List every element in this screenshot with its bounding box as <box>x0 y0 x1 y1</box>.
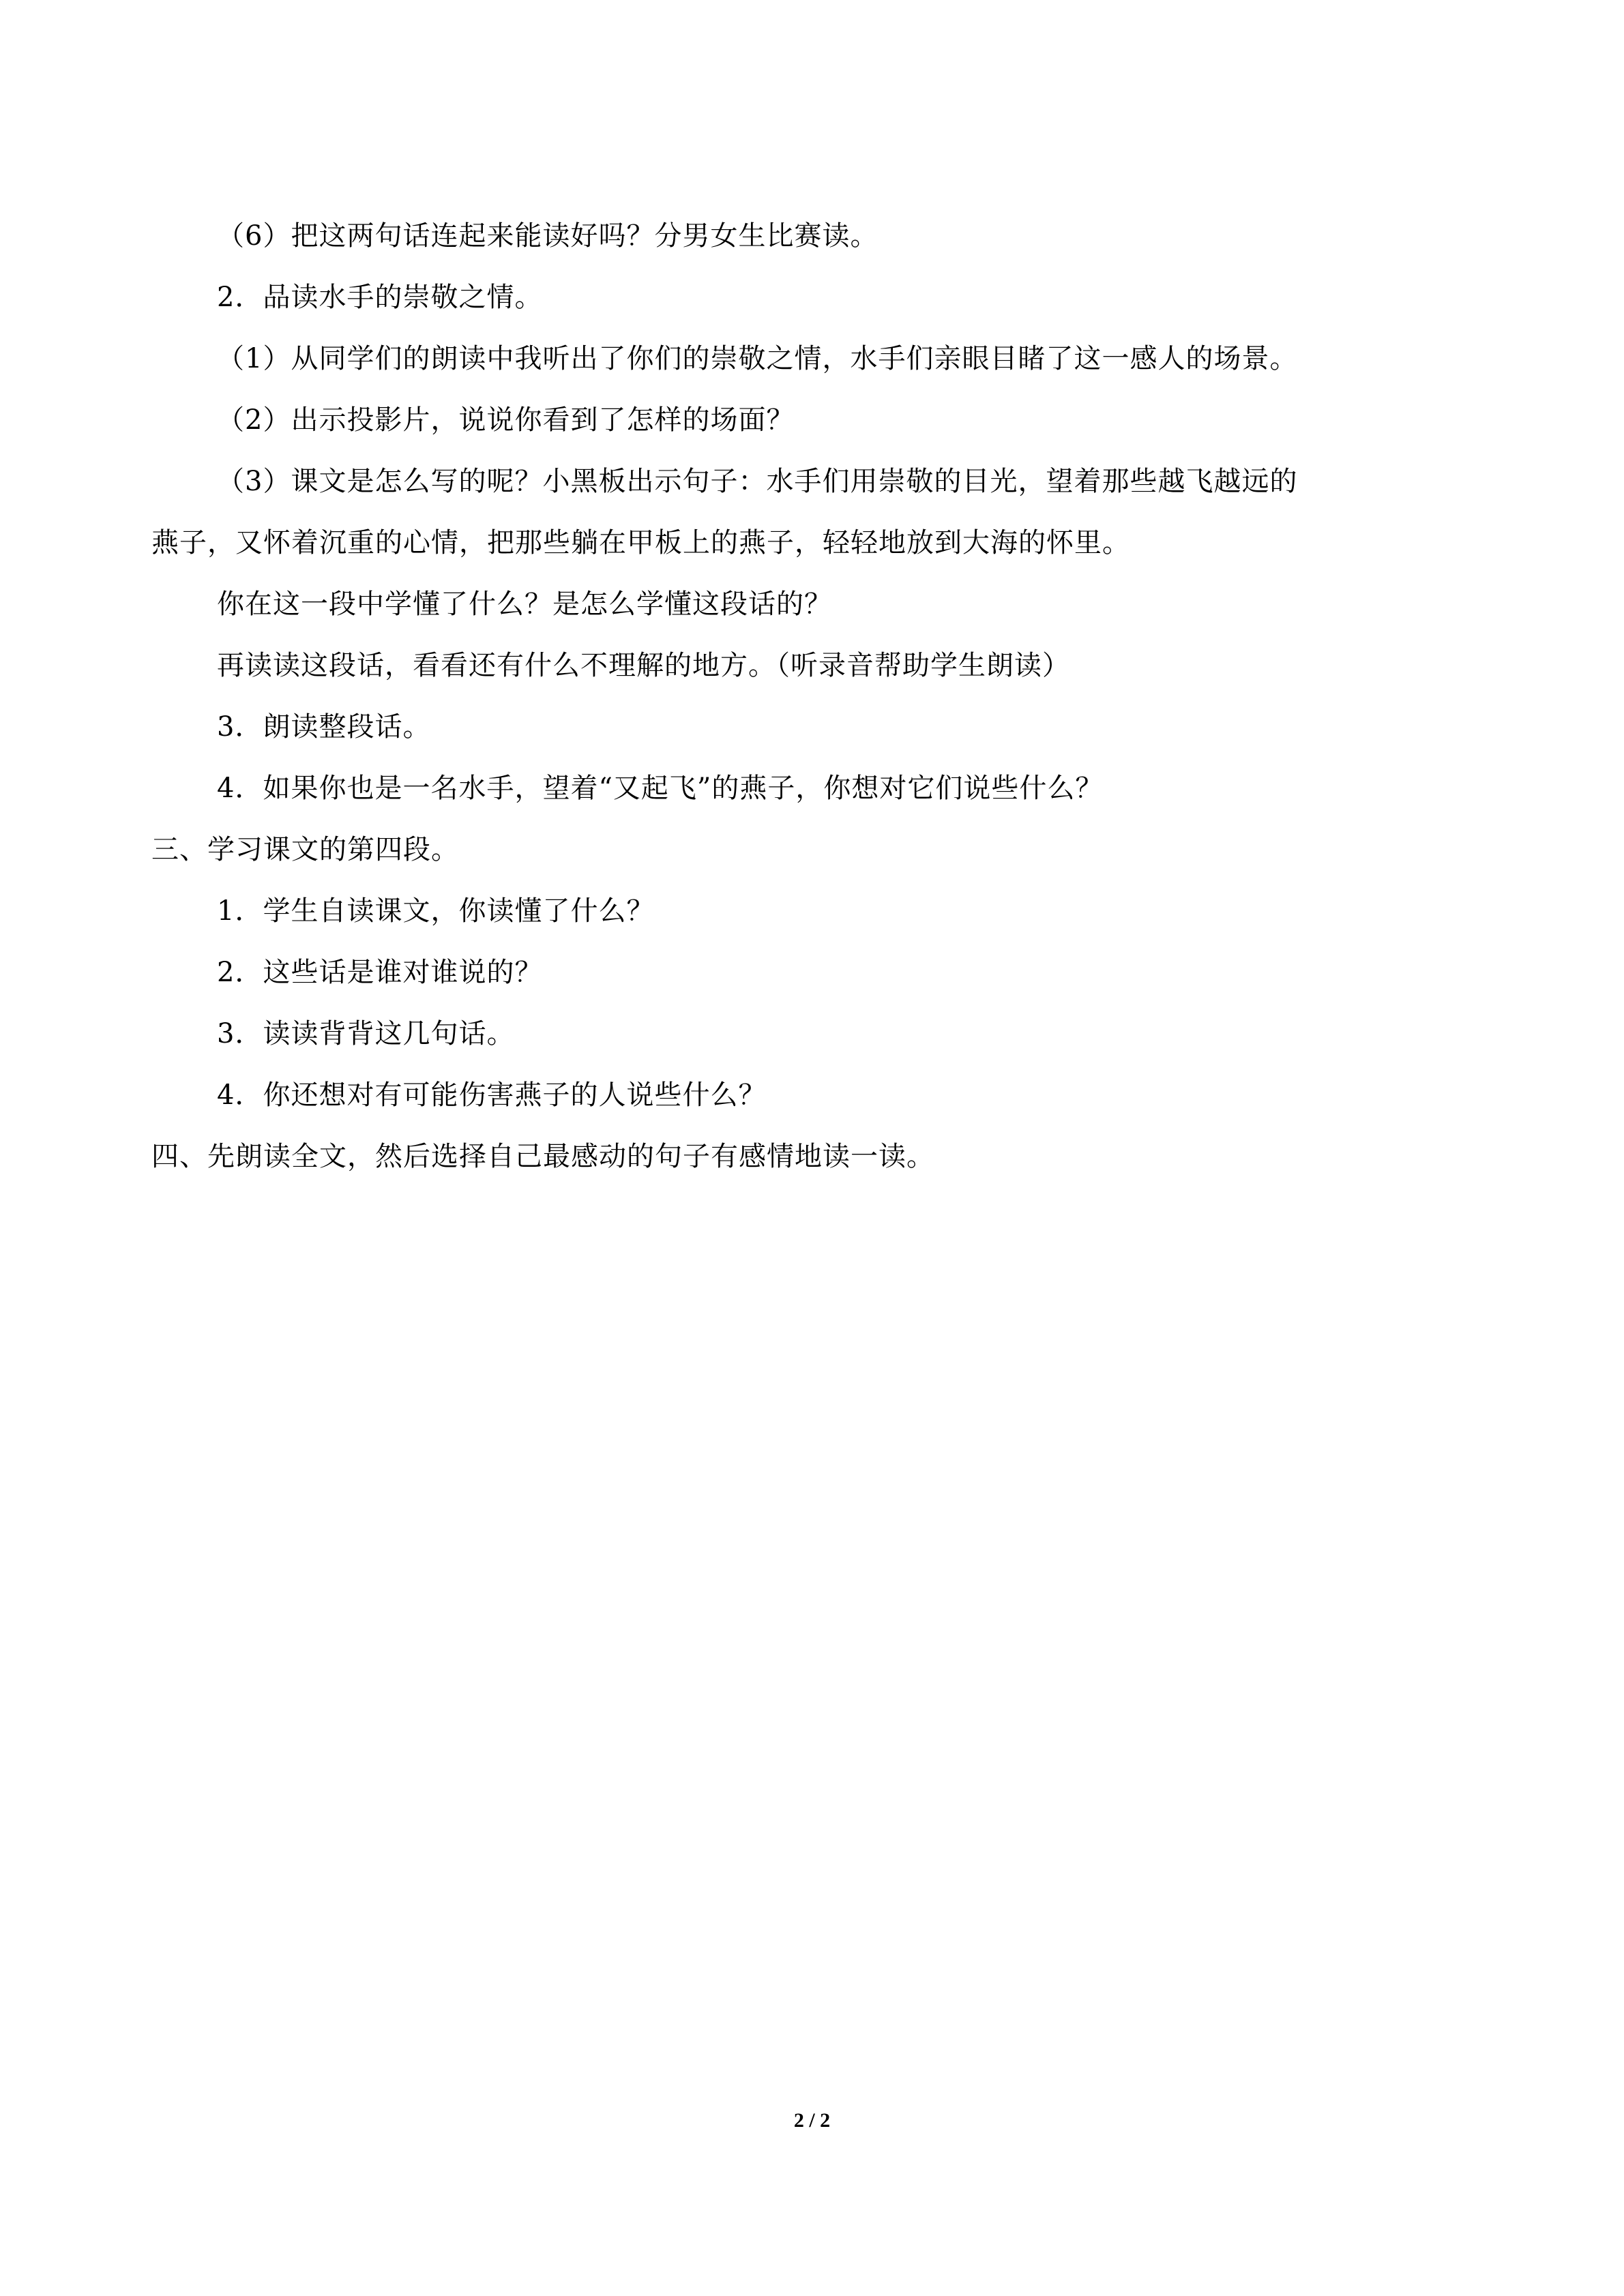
text-line: （2）出示投影片，说说你看到了怎样的场面？ <box>217 404 795 436</box>
text-line: 4．如果你也是一名水手，望着“又起飞”的燕子，你想对它们说些什么？ <box>217 773 1104 804</box>
text-line: 燕子，又怀着沉重的心情，把那些躺在甲板上的燕子，轻轻地放到大海的怀里。 <box>151 527 1130 558</box>
text-line: 3．读读背背这几句话。 <box>217 1018 515 1049</box>
text-line: 你在这一段中学懂了什么？是怎么学懂这段话的？ <box>217 588 832 620</box>
text-line: （1）从同学们的朗读中我听出了你们的崇敬之情，水手们亲眼目睹了这一感人的场景。 <box>217 343 1298 374</box>
text-line: （6）把这两句话连起来能读好吗？分男女生比赛读。 <box>217 220 879 252</box>
text-line: 4．你还想对有可能伤害燕子的人说些什么？ <box>217 1079 767 1111</box>
text-line: 1．学生自读课文，你读懂了什么？ <box>217 895 655 927</box>
text-line: 2．这些话是谁对谁说的？ <box>217 957 543 988</box>
section-heading: 四、先朗读全文，然后选择自己最感动的句子有感情地读一读。 <box>151 1141 934 1172</box>
text-line: 再读读这段话，看看还有什么不理解的地方。（听录音帮助学生朗读） <box>217 650 1070 681</box>
page-number: 2 / 2 <box>793 2109 831 2132</box>
text-line: 3．朗读整段话。 <box>217 711 431 743</box>
text-line: （3）课文是怎么写的呢？小黑板出示句子：水手们用崇敬的目光，望着那些越飞越远的 <box>217 466 1298 497</box>
section-heading: 三、学习课文的第四段。 <box>151 834 459 865</box>
text-line: 2．品读水手的崇敬之情。 <box>217 282 543 313</box>
